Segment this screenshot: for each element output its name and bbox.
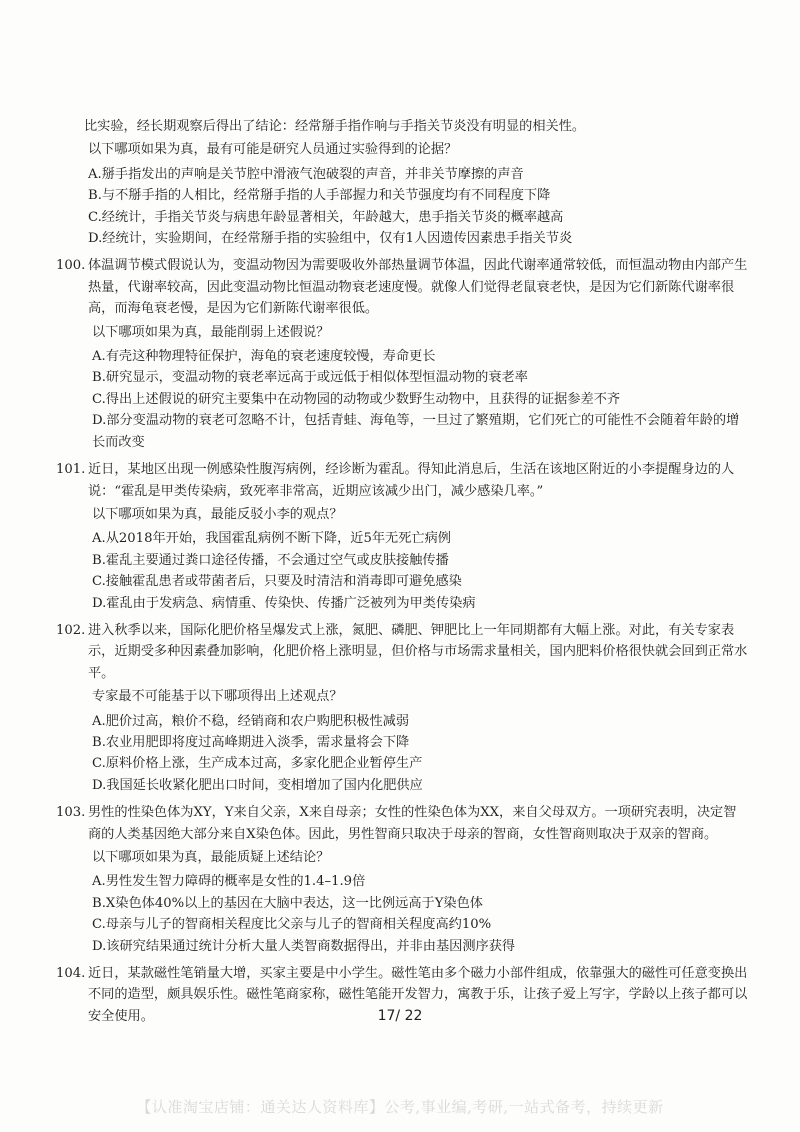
question-102 [56, 620, 748, 796]
question-stem: 男性的性染色体为XY，Y来自父亲，X来自母亲；女性的性染色体为XX，来自父母双方。一项研究表明，决定智商的人类基因绝大部分来自X染色体。因此，男性智商只取决于母亲的智商，女性智商则取决于双亲的智商。 [88, 805, 737, 842]
option-c: C.母亲与儿子的智商相关程度比父亲与儿子的智商相关程度高约10% [92, 917, 492, 933]
option-a: A.掰手指发出的声响是关节腔中滑液气泡破裂的声音，并非关节摩擦的声音 [88, 166, 524, 182]
option-a: A.有壳这种物理特征保护，海龟的衰老速度较慢，寿命更长 [92, 349, 436, 365]
option-list [88, 164, 748, 250]
question-number: 103. [56, 805, 86, 821]
option-d: D.部分变温动物的衰老可忽略不计，包括青蛙、海龟等，一旦过了繁殖期，它们死亡的可能性不会随着年龄的增长而改变 [92, 413, 740, 450]
question-ask: 以下哪项如果为真，最有可能是研究人员通过实验得到的论据？ [88, 142, 458, 158]
option-b: B.农业用肥即将度过高峰期进入淡季，需求量将会下降 [92, 734, 410, 750]
watermark-text: 【认准淘宝店铺：通关达人资料库】公考,事业编,考研,一站式备考，持续更新 [136, 1098, 664, 1116]
option-a: A.从2018年开始，我国霍乱病例不断下降，近5年无死亡病例 [92, 531, 451, 547]
document-body [56, 116, 748, 1027]
option-d: D.我国延长收紧化肥出口时间，变相增加了国内化肥供应 [92, 777, 423, 793]
question-ask: 专家最不可能基于以下哪项得出上述观点？ [92, 689, 343, 705]
option-d: D.经统计，实验期间，在经常掰手指的实验组中，仅有1人因遗传因素患手指关节炎 [88, 231, 573, 247]
option-c: C.原料价格上涨，生产成本过高，多家化肥企业暂停生产 [92, 756, 423, 772]
question-101 [56, 459, 748, 614]
option-b: B.霍乱主要通过粪口途径传播，不会通过空气或皮肤接触传播 [92, 552, 449, 568]
question-99-continuation [84, 116, 748, 249]
option-d: D.霍乱由于发病急、病情重、传染快、传播广泛被列为甲类传染病 [92, 595, 476, 611]
option-c: C.经统计，手指关节炎与病患年龄显著相关，年龄越大，患手指关节炎的概率越高 [88, 209, 564, 225]
option-c: C.接触霍乱患者或带菌者后，只要及时清洁和消毒即可避免感染 [92, 574, 462, 590]
question-stem: 比实验，经长期观察后得出了结论：经常掰手指作响与手指关节炎没有明显的相关性。 [84, 119, 586, 134]
option-b: B.与不掰手指的人相比，经常掰手指的人手部握力和关节强度均有不同程度下降 [88, 188, 551, 204]
option-c: C.得出上述假说的研究主要集中在动物园的动物或少数野生动物中，且获得的证据参差不齐 [92, 391, 621, 407]
option-list [92, 871, 748, 957]
question-103 [56, 802, 748, 957]
option-a: A.肥价过高，粮价不稳，经销商和农户购肥积极性减弱 [92, 713, 410, 729]
question-number: 104. [56, 966, 86, 982]
page-number: 17/ 22 [377, 1008, 423, 1024]
option-d: D.该研究结果通过统计分析大量人类智商数据得出，并非由基因测序获得 [92, 938, 516, 954]
option-list [92, 711, 748, 797]
option-a: A.男性发生智力障碍的概率是女性的1.4–1.9倍 [92, 874, 366, 890]
option-list [92, 346, 748, 453]
option-list [92, 528, 748, 614]
option-b: B.研究显示，变温动物的衰老率远高于或远低于相似体型恒温动物的衰老率 [92, 370, 528, 386]
option-b: B.X染色体40%以上的基因在大脑中表达，这一比例远高于Y染色体 [92, 895, 483, 911]
question-ask: 以下哪项如果为真，最能反驳小李的观点？ [92, 506, 343, 522]
question-stem: 近日，某地区出现一例感染性腹泻病例，经诊断为霍乱。得知此消息后，生活在该地区附近的小李提醒身边的人说：“霍乱是甲类传染病，致死率非常高，近期应该减少出门，减少感染几率。” [88, 462, 735, 499]
question-ask: 以下哪项如果为真，最能质疑上述结论？ [92, 850, 330, 865]
question-number: 100. [56, 258, 86, 274]
question-stem: 体温调节模式假说认为，变温动物因为需要吸收外部热量调节体温，因此代谢率通常较低，而恒温动物由内部产生热量，代谢率较高，因此变温动物比恒温动物衰老速度慢。就像人们觉得老鼠衰老快，是因为它们新陈代谢率很高，而海龟衰老慢，是因为它们新陈代谢率很低。 [88, 258, 748, 317]
question-100 [56, 255, 748, 453]
question-stem: 进入秋季以来，国际化肥价格呈爆发式上涨，氮肥、磷肥、钾肥比上一年同期都有大幅上涨。对此，有关专家表示，近期受多种因素叠加影响，化肥价格上涨明显，但价格与市场需求量相关，国内肥料价格很快就会回到正常水平。 [88, 622, 748, 681]
question-ask: 以下哪项如果为真，最能削弱上述假说？ [92, 324, 330, 340]
question-number: 101. [56, 462, 86, 478]
question-number: 102. [56, 622, 86, 638]
question-stem: 近日，某款磁性笔销量大增，买家主要是中小学生。磁性笔由多个磁力小部件组成，依靠强大的磁性可任意变换出不同的造型，颇具娱乐性。磁性笔商家称，磁性笔能开发智力，寓教于乐，让孩子爱上写字，学龄以上孩子都可以安全使用。 [88, 966, 748, 1024]
